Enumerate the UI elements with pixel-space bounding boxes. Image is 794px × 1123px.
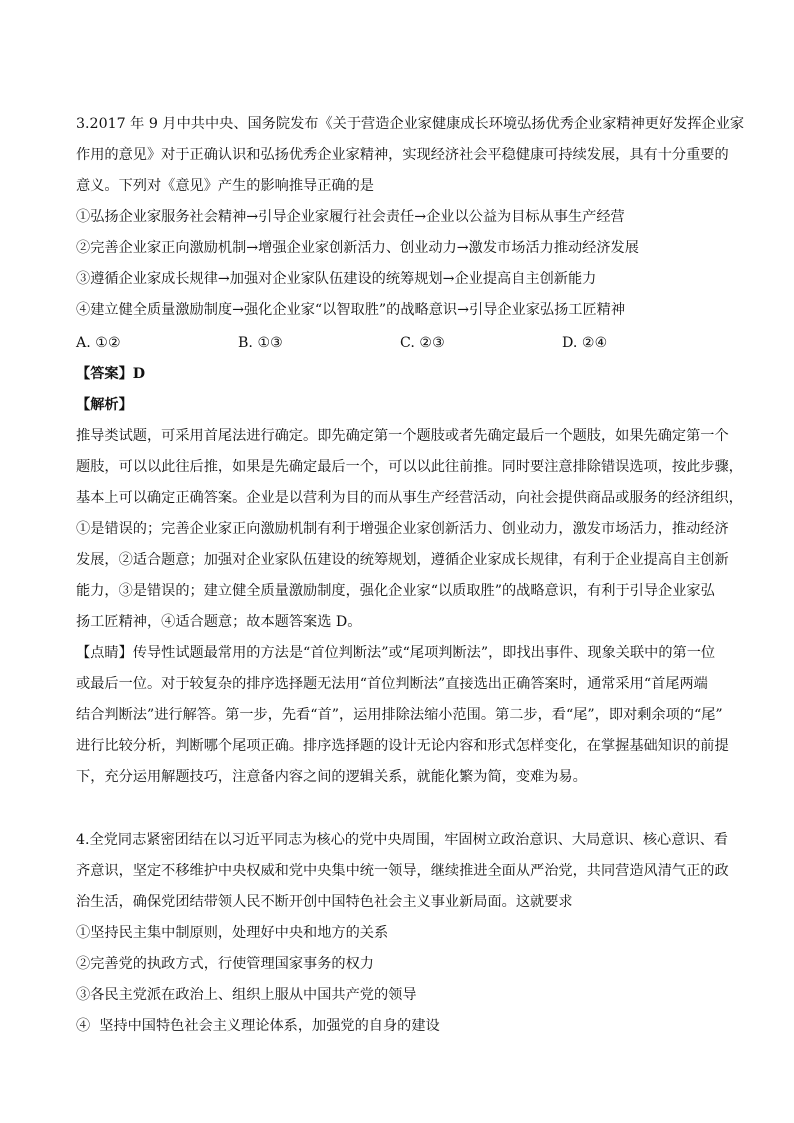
tip-line: 进行比较分析，判断哪个尾项正确。排序选择题的设计无论内容和形式怎样变化，在掌握基础知识的前提 xyxy=(76,738,729,754)
q3-options xyxy=(76,333,726,353)
option-b: B. ①③ xyxy=(238,335,283,351)
option-c: C. ②③ xyxy=(400,335,445,351)
analysis-line: 能力，③是错误的；建立健全质量激励制度，强化企业家“以质取胜”的战略意识，有利于引导企业家弘 xyxy=(76,583,715,599)
q4-item-4: ④ 坚持中国特色社会主义理论体系，加强党的自身的建设 xyxy=(76,1018,440,1034)
option-d: D. ②④ xyxy=(562,335,608,351)
q4-item-3: ③各民主党派在政治上、组织上服从中国共产党的领导 xyxy=(76,987,417,1003)
q4-item-1: ①坚持民主集中制原则，处理好中央和地方的关系 xyxy=(76,925,389,941)
answer-line: 【答案】D xyxy=(76,366,146,382)
analysis-label: 【解析】 xyxy=(76,397,133,413)
tip-line: 【点睛】传导性试题最常用的方法是“首位判断法”或“尾项判断法”，即找出事件、现象关联中的第一位 xyxy=(76,645,716,661)
option-a: A. ①② xyxy=(76,335,121,351)
q3-item-4: ④建立健全质量激励制度→强化企业家“以智取胜”的战略意识→引导企业家弘扬工匠精神 xyxy=(76,302,626,318)
tip-line: 下，充分运用解题技巧，注意备内容之间的逻辑关系，就能化繁为简，变难为易。 xyxy=(76,769,587,785)
q3-stem-line: 3.2017 年 9 月中共中央、国务院发布《关于营造企业家健康成长环境弘扬优秀企业家精神更好发挥企业家 xyxy=(76,116,745,132)
q4-stem-line: 4.全党同志紧密团结在以习近平同志为核心的党中央周围，牢固树立政治意识、大局意识、核心意识、看 xyxy=(76,832,728,848)
analysis-line: 推导类试题，可采用首尾法进行确定。即先确定第一个题肢或者先确定最后一个题肢，如果先确定第一个 xyxy=(76,428,729,444)
tip-line: 结合判断法”进行解答。第一步，先看“首”，运用排除法缩小范围。第二步，看“尾”，即对剩余项的“尾” xyxy=(76,707,723,723)
analysis-line: 基本上可以确定正确答案。企业是以营利为目的而从事生产经营活动，向社会提供商品或服务的经济组织， xyxy=(76,490,743,506)
q4-item-2: ②完善党的执政方式，行使管理国家事务的权力 xyxy=(76,956,374,972)
q3-item-3: ③遵循企业家成长规律→加强对企业家队伍建设的统筹规划→企业提高自主创新能力 xyxy=(76,271,597,287)
q4-stem-line: 治生活，确保党团结带领人民不断开创中国特色社会主义事业新局面。这就要求 xyxy=(76,894,573,910)
q3-stem-line: 意义。下列对《意见》产生的影响推导正确的是 xyxy=(76,178,374,194)
q3-item-2: ②完善企业家正向激励机制→增强企业家创新活力、创业动力→激发市场活力推动经济发展 xyxy=(76,240,639,256)
analysis-line: 发展，②适合题意；加强对企业家队伍建设的统筹规划，遵循企业家成长规律，有利于企业提高自主创新 xyxy=(76,552,729,568)
q4-stem-line: 齐意识，坚定不移维护中央权威和党中央集中统一领导，继续推进全面从严治党，共同营造风清气正的政 xyxy=(76,863,729,879)
analysis-line: ①是错误的；完善企业家正向激励机制有利于增强企业家创新活力、创业动力，激发市场活力，推动经济 xyxy=(76,521,729,537)
tip-line: 或最后一位。对于较复杂的排序选择题无法用“首位判断法”直接选出正确答案时，通常采用“首尾两端 xyxy=(76,676,708,692)
analysis-line: 扬工匠精神，④适合题意；故本题答案选 D。 xyxy=(76,614,362,630)
q3-stem-line: 作用的意见》对于正确认识和弘扬优秀企业家精神，实现经济社会平稳健康可持续发展，具有十分重要的 xyxy=(76,147,729,163)
analysis-line: 题肢，可以以此往后推，如果是先确定最后一个，可以以此往前推。同时要注意排除错误选项，按此步骤， xyxy=(76,459,743,475)
q3-item-1: ①弘扬企业家服务社会精神→引导企业家履行社会责任→企业以公益为目标从事生产经营 xyxy=(76,209,625,225)
